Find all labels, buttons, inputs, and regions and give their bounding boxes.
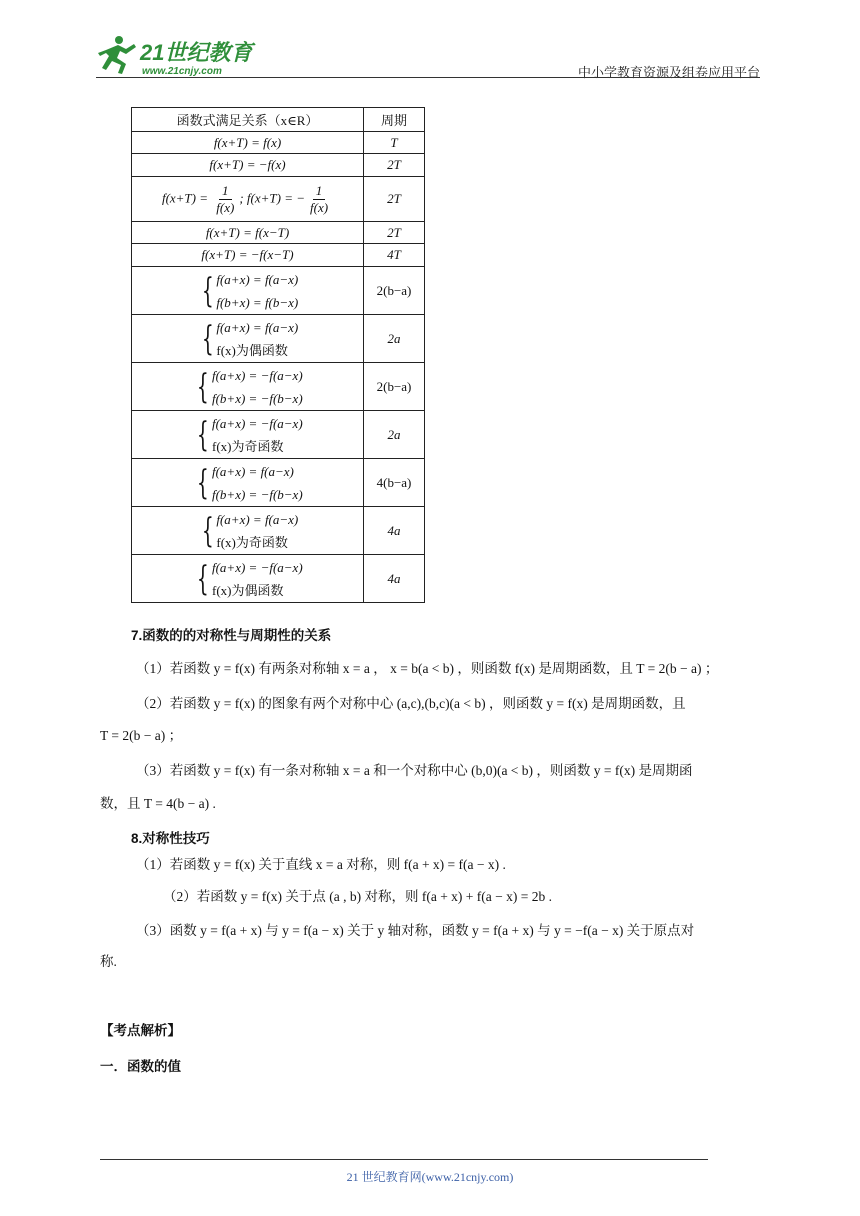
analysis-title: 【考点解析】 — [100, 1023, 181, 1038]
period-cell: 4a — [364, 555, 425, 603]
section-8-title: 8.对称性技巧 — [131, 831, 210, 846]
footer-divider — [100, 1159, 708, 1160]
relation-cell — [132, 267, 364, 315]
relation-cell — [132, 315, 364, 363]
system-line: f(b+x) = −f(b−x) — [211, 486, 303, 502]
system-line: f(x)为偶函数 — [216, 342, 288, 358]
relation-cell — [132, 411, 364, 459]
table-header-period: 周期 — [364, 108, 425, 132]
period-cell: 2T — [364, 177, 425, 222]
section-7-paragraph-3-cont: 数，且 T = 4(b − a) . — [100, 796, 216, 811]
fraction-mid-text: ; f(x+T) = − — [239, 189, 305, 205]
system-line: f(x)为偶函数 — [211, 582, 284, 598]
table-row — [132, 177, 425, 222]
table-row — [132, 411, 425, 459]
section-7-paragraph-3: （3）若函数 y = f(x) 有一条对称轴 x = a 和一个对称中心 (b,0)(a < b) ，则函数 y = f(x) 是周期函 — [136, 763, 693, 778]
brace-icon: { — [197, 414, 210, 455]
fraction-numerator: 1 — [219, 183, 232, 200]
period-cell: 4a — [364, 507, 425, 555]
relation-cell — [132, 459, 364, 507]
table-row — [132, 363, 425, 411]
system-line: f(a+x) = −f(a−x) — [211, 415, 303, 431]
fraction-left-text: f(x+T) = — [161, 189, 212, 205]
section-7-title: 7.函数的的对称性与周期性的关系 — [131, 628, 332, 643]
brace-icon: { — [201, 510, 214, 551]
section-8-paragraph-3-cont: 称. — [100, 954, 117, 969]
relation-cell — [132, 177, 364, 222]
section-8-paragraph-3: （3）函数 y = f(a + x) 与 y = f(a − x) 关于 y 轴对称，函数 y = f(a + x) 与 y = −f(a − x) 关于原点对 — [136, 923, 695, 938]
header-platform-text: 中小学教育资源及组卷应用平台 — [577, 65, 760, 80]
relation-cell: f(x+T) = f(x−T) — [132, 222, 364, 244]
table-row — [132, 244, 425, 267]
relation-cell — [132, 507, 364, 555]
period-cell: 2a — [364, 315, 425, 363]
brace-icon: { — [197, 366, 210, 407]
period-cell: 2T — [364, 222, 425, 244]
relation-cell — [132, 555, 364, 603]
period-cell: 2T — [364, 154, 425, 177]
table-row — [132, 507, 425, 555]
system-line: f(b+x) = −f(b−x) — [211, 390, 303, 406]
relation-cell: f(x+T) = −f(x) — [132, 154, 364, 177]
fraction — [213, 183, 237, 216]
system-line: f(b+x) = f(b−x) — [216, 294, 299, 310]
footer-link[interactable]: 21 世纪教育网(www.21cnjy.com) — [346, 1170, 514, 1184]
section-7-paragraph-2: （2）若函数 y = f(x) 的图象有两个对称中心 (a,c),(b,c)(a < b) ，则函数 y = f(x) 是周期函数，且 — [136, 696, 686, 711]
brace-icon: { — [201, 270, 214, 311]
period-cell: T — [364, 132, 425, 154]
period-cell: 2(b−a) — [364, 267, 425, 315]
table-row — [132, 222, 425, 244]
site-logo — [96, 34, 266, 78]
system-line: f(a+x) = −f(a−x) — [211, 559, 303, 575]
brace-icon: { — [197, 558, 210, 599]
period-cell: 2a — [364, 411, 425, 459]
system-line: f(a+x) = f(a−x) — [216, 511, 299, 527]
header-divider — [96, 77, 760, 78]
page-header — [96, 34, 760, 78]
relation-cell: f(x+T) = f(x) — [132, 132, 364, 154]
section-8-paragraph-1: （1）若函数 y = f(x) 关于直线 x = a 对称，则 f(a + x) = f(a − x) . — [136, 857, 506, 872]
table-row — [132, 154, 425, 177]
table-row — [132, 555, 425, 603]
table-row — [132, 315, 425, 363]
svg-text:21世纪教育: 21世纪教育 — [140, 40, 253, 65]
system-line: f(a+x) = −f(a−x) — [211, 367, 303, 383]
brace-icon: { — [201, 318, 214, 359]
system-line: f(a+x) = f(a−x) — [211, 463, 294, 479]
system-line: f(x)为奇函数 — [211, 438, 284, 454]
table-row — [132, 132, 425, 154]
section-8-paragraph-2: （2）若函数 y = f(x) 关于点 (a , b) 对称，则 f(a + x) + f(a − x) = 2b . — [163, 889, 552, 904]
section-7-paragraph-2-cont: T = 2(b − a) ； — [100, 728, 183, 743]
periodicity-table — [131, 107, 425, 603]
period-cell: 4(b−a) — [364, 459, 425, 507]
table-row — [132, 459, 425, 507]
table-row — [132, 267, 425, 315]
period-cell: 4T — [364, 244, 425, 267]
table-header-relation: 函数式满足关系（x∈R） — [132, 108, 364, 132]
brace-icon: { — [197, 462, 210, 503]
fraction-numerator: 1 — [313, 183, 326, 200]
system-line: f(a+x) = f(a−x) — [216, 319, 299, 335]
analysis-subtitle: 一．函数的值 — [100, 1059, 181, 1074]
table-header-row — [132, 108, 425, 132]
fraction — [307, 183, 331, 216]
fraction-denominator: f(x) — [310, 199, 329, 215]
section-7-paragraph-1: （1）若函数 y = f(x) 有两条对称轴 x = a ， x = b(a < b) ，则函数 f(x) 是周期函数，且 T = 2(b − a) ； — [136, 661, 719, 676]
system-line: f(x)为奇函数 — [216, 534, 288, 550]
relation-cell — [132, 363, 364, 411]
system-line: f(a+x) = f(a−x) — [216, 271, 299, 287]
period-cell: 2(b−a) — [364, 363, 425, 411]
relation-cell: f(x+T) = −f(x−T) — [132, 244, 364, 267]
fraction-denominator: f(x) — [216, 199, 235, 215]
svg-text:www.21cnjy.com: www.21cnjy.com — [142, 66, 222, 77]
